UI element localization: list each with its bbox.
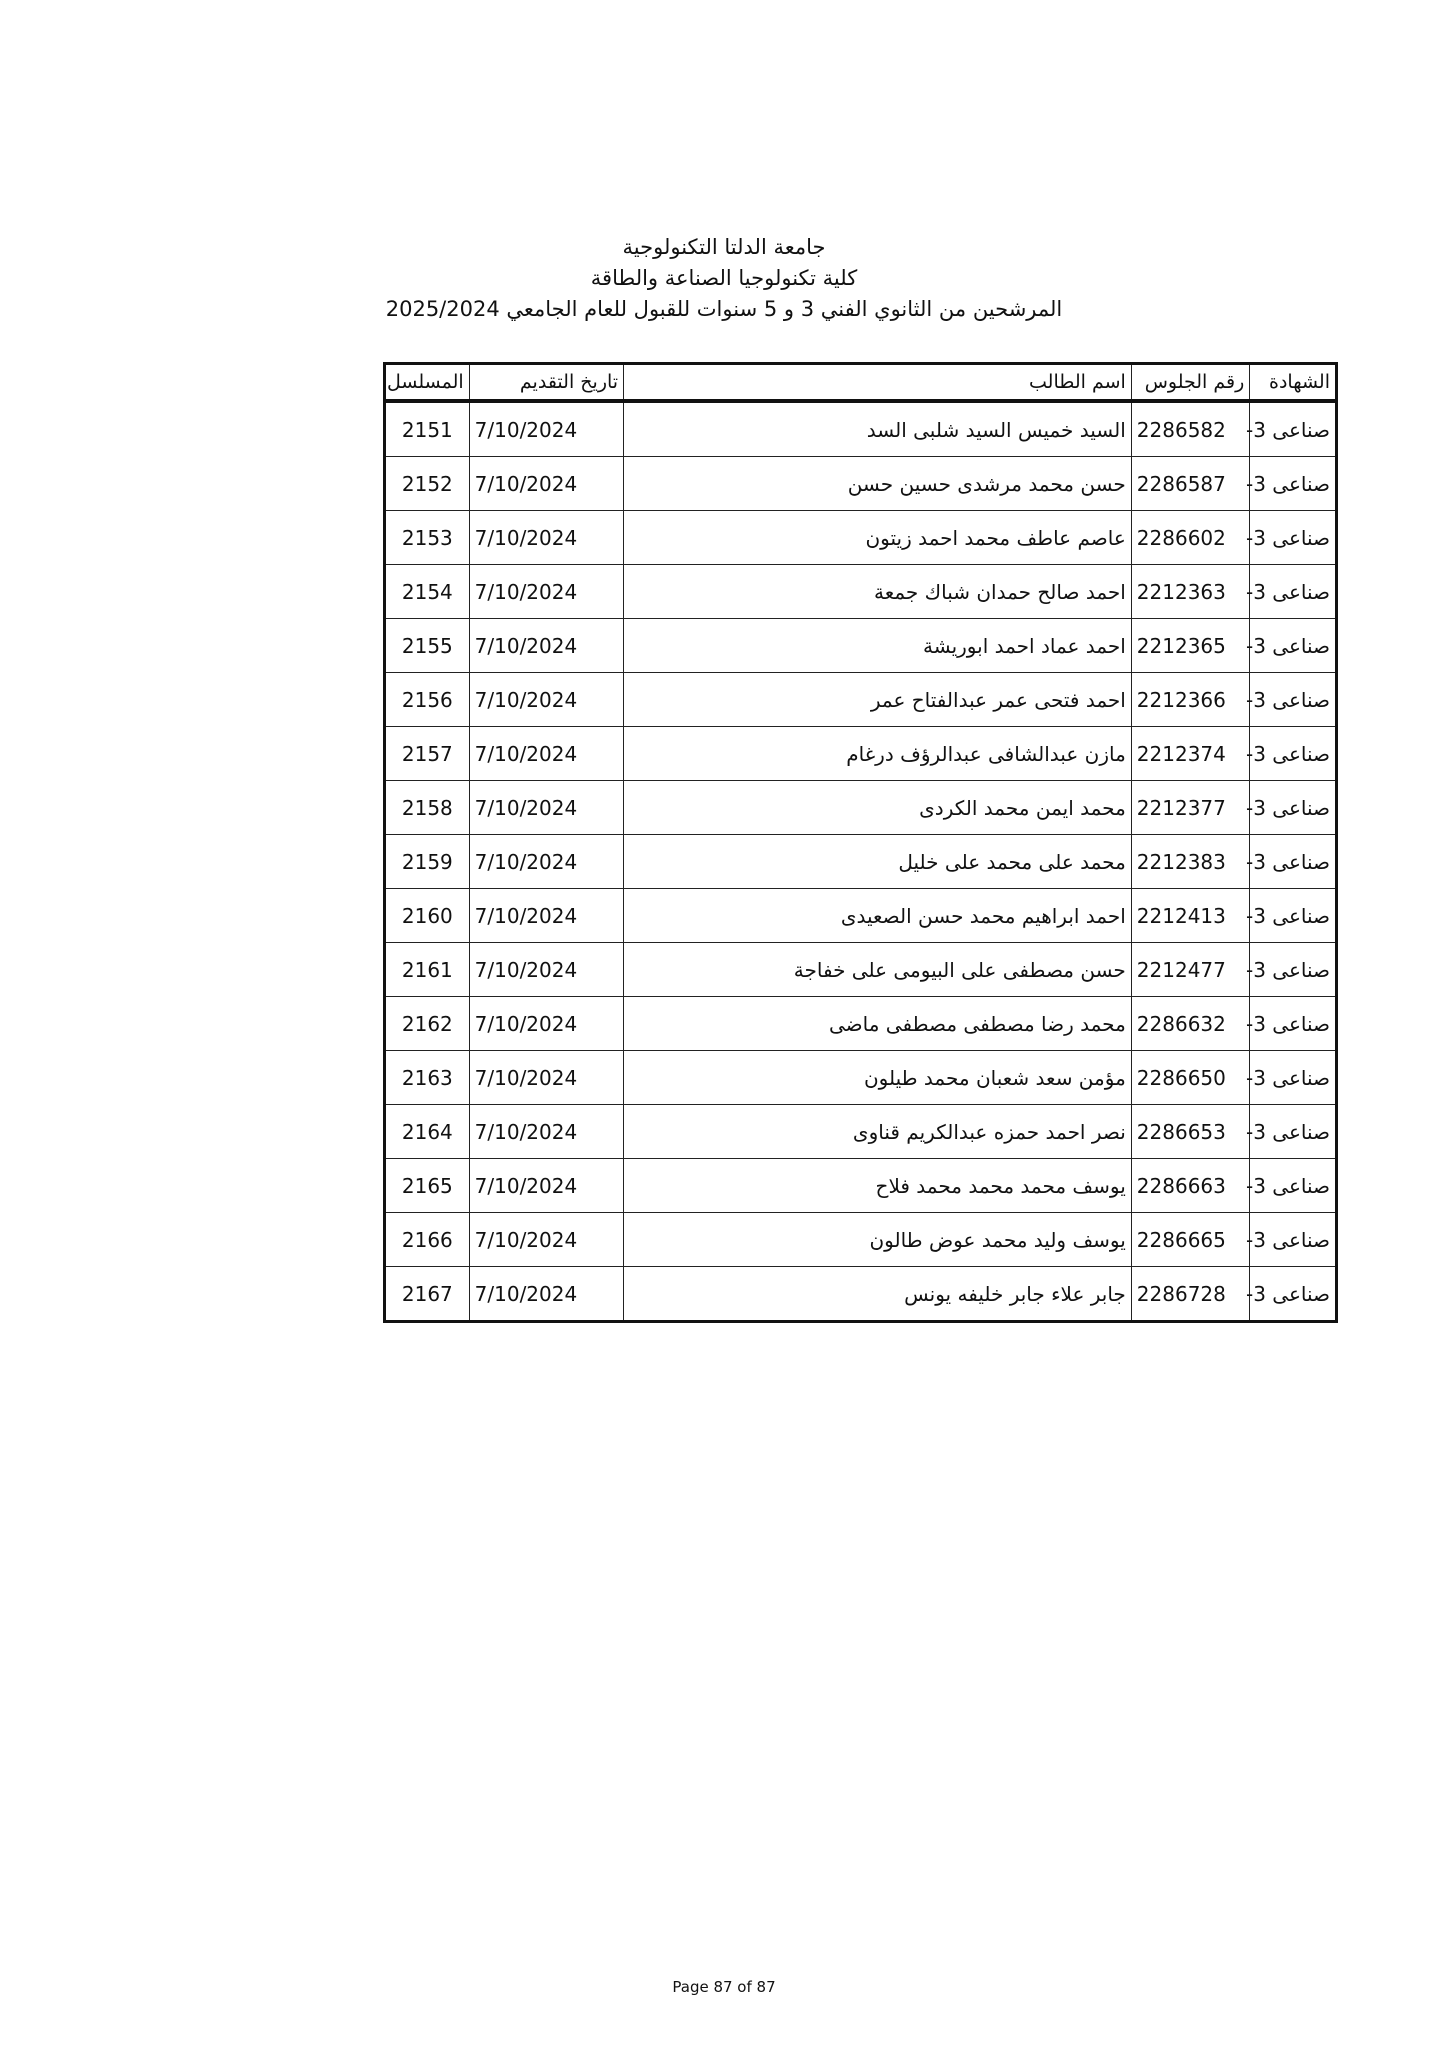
- university-name: جامعة الدلتا التكنولوجية: [622, 235, 826, 259]
- cell-application-date: 7/10/2024: [469, 1159, 623, 1213]
- cell-student-name: محمد على محمد على خليل: [624, 835, 1132, 889]
- cell-certificate: صناعى 3-: [1250, 889, 1337, 943]
- cell-serial: 2152: [385, 457, 470, 511]
- cell-application-date: 7/10/2024: [469, 1213, 623, 1267]
- cell-certificate: صناعى 3-: [1250, 1213, 1337, 1267]
- cell-serial: 2164: [385, 1105, 470, 1159]
- cell-serial: 2161: [385, 943, 470, 997]
- table-header-row: [385, 364, 1337, 402]
- cell-serial: 2163: [385, 1051, 470, 1105]
- cell-seat-number: 2212365: [1131, 619, 1249, 673]
- table-row: [385, 1105, 1337, 1159]
- table-row: [385, 619, 1337, 673]
- cell-serial: 2159: [385, 835, 470, 889]
- table-row: [385, 997, 1337, 1051]
- column-header-seat-number: رقم الجلوس: [1131, 364, 1249, 402]
- cell-application-date: 7/10/2024: [469, 889, 623, 943]
- cell-student-name: حسن محمد مرشدى حسين حسن: [624, 457, 1132, 511]
- cell-student-name: عاصم عاطف محمد احمد زيتون: [624, 511, 1132, 565]
- document-subtitle: المرشحين من الثانوي الفني 3 و 5 سنوات للقبول للعام الجامعي 2025/2024: [385, 297, 1063, 321]
- table-row: [385, 835, 1337, 889]
- cell-student-name: احمد صالح حمدان شباك جمعة: [624, 565, 1132, 619]
- cell-student-name: نصر احمد حمزه عبدالكريم قناوى: [624, 1105, 1132, 1159]
- cell-application-date: 7/10/2024: [469, 997, 623, 1051]
- cell-certificate: صناعى 3-: [1250, 997, 1337, 1051]
- table-row: [385, 457, 1337, 511]
- cell-seat-number: 2212377: [1131, 781, 1249, 835]
- cell-student-name: يوسف وليد محمد عوض طالون: [624, 1213, 1132, 1267]
- cell-application-date: 7/10/2024: [469, 1105, 623, 1159]
- cell-seat-number: 2286663: [1131, 1159, 1249, 1213]
- cell-application-date: 7/10/2024: [469, 727, 623, 781]
- cell-certificate: صناعى 3-: [1250, 401, 1337, 457]
- table-row: [385, 943, 1337, 997]
- column-header-student-name: اسم الطالب: [624, 364, 1132, 402]
- cell-serial: 2162: [385, 997, 470, 1051]
- cell-application-date: 7/10/2024: [469, 1051, 623, 1105]
- cell-certificate: صناعى 3-: [1250, 565, 1337, 619]
- column-header-certificate: الشهادة: [1250, 364, 1337, 402]
- table-row: [385, 889, 1337, 943]
- cell-student-name: يوسف محمد محمد محمد فلاح: [624, 1159, 1132, 1213]
- cell-seat-number: 2286728: [1131, 1267, 1249, 1322]
- cell-student-name: مؤمن سعد شعبان محمد طيلون: [624, 1051, 1132, 1105]
- cell-seat-number: 2286653: [1131, 1105, 1249, 1159]
- cell-certificate: صناعى 3-: [1250, 1267, 1337, 1322]
- cell-certificate: صناعى 3-: [1250, 511, 1337, 565]
- cell-seat-number: 2212374: [1131, 727, 1249, 781]
- cell-certificate: صناعى 3-: [1250, 943, 1337, 997]
- cell-student-name: السيد خميس السيد شلبى السد: [624, 401, 1132, 457]
- cell-application-date: 7/10/2024: [469, 943, 623, 997]
- cell-student-name: جابر علاء جابر خليفه يونس: [624, 1267, 1132, 1322]
- cell-student-name: محمد رضا مصطفى مصطفى ماضى: [624, 997, 1132, 1051]
- cell-certificate: صناعى 3-: [1250, 727, 1337, 781]
- cell-seat-number: 2286602: [1131, 511, 1249, 565]
- cell-certificate: صناعى 3-: [1250, 457, 1337, 511]
- cell-certificate: صناعى 3-: [1250, 1051, 1337, 1105]
- cell-seat-number: 2212477: [1131, 943, 1249, 997]
- cell-serial: 2151: [385, 401, 470, 457]
- cell-application-date: 7/10/2024: [469, 619, 623, 673]
- cell-student-name: محمد ايمن محمد الكردى: [624, 781, 1132, 835]
- table-row: [385, 401, 1337, 457]
- cell-certificate: صناعى 3-: [1250, 835, 1337, 889]
- cell-serial: 2166: [385, 1213, 470, 1267]
- table-row: [385, 1051, 1337, 1105]
- cell-student-name: مازن عبدالشافى عبدالرؤف درغام: [624, 727, 1132, 781]
- cell-seat-number: 2212366: [1131, 673, 1249, 727]
- cell-student-name: احمد فتحى عمر عبدالفتاح عمر: [624, 673, 1132, 727]
- table-row: [385, 1267, 1337, 1322]
- cell-serial: 2155: [385, 619, 470, 673]
- cell-certificate: صناعى 3-: [1250, 619, 1337, 673]
- cell-application-date: 7/10/2024: [469, 1267, 623, 1322]
- cell-student-name: حسن مصطفى على البيومى على خفاجة: [624, 943, 1132, 997]
- cell-seat-number: 2212383: [1131, 835, 1249, 889]
- cell-seat-number: 2212363: [1131, 565, 1249, 619]
- cell-serial: 2153: [385, 511, 470, 565]
- column-header-application-date: تاريخ التقديم: [469, 364, 623, 402]
- faculty-name: كلية تكنولوجيا الصناعة والطاقة: [590, 266, 858, 290]
- cell-serial: 2156: [385, 673, 470, 727]
- column-header-serial: المسلسل: [385, 364, 470, 402]
- table-row: [385, 565, 1337, 619]
- table-row: [385, 727, 1337, 781]
- table-row: [385, 1213, 1337, 1267]
- cell-seat-number: 2286582: [1131, 401, 1249, 457]
- table-row: [385, 781, 1337, 835]
- page-number: Page 87 of 87: [672, 1978, 776, 1996]
- candidates-table: [383, 362, 1338, 1323]
- cell-application-date: 7/10/2024: [469, 781, 623, 835]
- cell-seat-number: 2286632: [1131, 997, 1249, 1051]
- cell-application-date: 7/10/2024: [469, 835, 623, 889]
- cell-serial: 2160: [385, 889, 470, 943]
- table-body: [385, 401, 1337, 1322]
- cell-seat-number: 2286665: [1131, 1213, 1249, 1267]
- table-row: [385, 673, 1337, 727]
- cell-seat-number: 2286587: [1131, 457, 1249, 511]
- cell-certificate: صناعى 3-: [1250, 673, 1337, 727]
- cell-serial: 2158: [385, 781, 470, 835]
- cell-serial: 2154: [385, 565, 470, 619]
- cell-application-date: 7/10/2024: [469, 457, 623, 511]
- table-row: [385, 1159, 1337, 1213]
- cell-student-name: احمد ابراهيم محمد حسن الصعيدى: [624, 889, 1132, 943]
- cell-application-date: 7/10/2024: [469, 673, 623, 727]
- document-header: [0, 232, 1448, 325]
- cell-seat-number: 2212413: [1131, 889, 1249, 943]
- cell-serial: 2167: [385, 1267, 470, 1322]
- cell-certificate: صناعى 3-: [1250, 781, 1337, 835]
- table-row: [385, 511, 1337, 565]
- cell-serial: 2157: [385, 727, 470, 781]
- cell-certificate: صناعى 3-: [1250, 1105, 1337, 1159]
- cell-application-date: 7/10/2024: [469, 511, 623, 565]
- cell-certificate: صناعى 3-: [1250, 1159, 1337, 1213]
- cell-student-name: احمد عماد احمد ابوريشة: [624, 619, 1132, 673]
- cell-application-date: 7/10/2024: [469, 401, 623, 457]
- cell-seat-number: 2286650: [1131, 1051, 1249, 1105]
- cell-application-date: 7/10/2024: [469, 565, 623, 619]
- cell-serial: 2165: [385, 1159, 470, 1213]
